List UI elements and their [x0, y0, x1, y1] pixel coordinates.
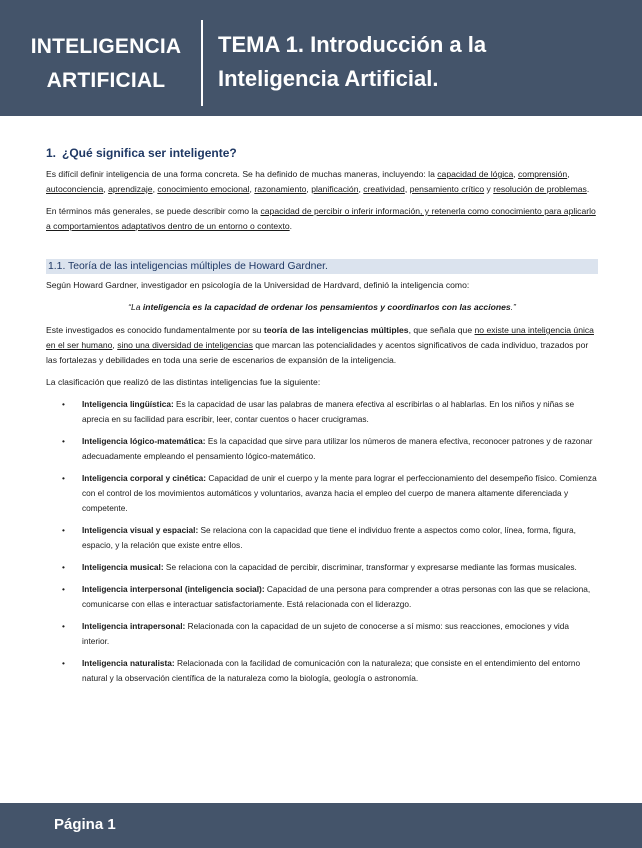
- intelligence-description: Relacionada con la capacidad de un sujeto de conocerse a sí mismo: sus reacciones, emociones y vida interior.: [82, 621, 569, 646]
- quote-emphasis: inteligencia es la capacidad de ordenar los pensamientos y coordinarlos con las acciones: [142, 302, 511, 312]
- intelligence-description: Capacidad de una persona para comprender a otras personas con las que se relaciona, comunicarse con ellas e interactuar satisfactoriamente. Está relacionada con el liderazgo.: [82, 584, 591, 609]
- bullet-icon: •: [62, 658, 65, 668]
- mi-theory-bold: teoría de las inteligencias múltiples: [263, 325, 409, 335]
- term-creativity: creatividad: [363, 184, 405, 194]
- gardner-quote: [46, 300, 598, 315]
- header-divider: [201, 20, 203, 106]
- gardner-intro: Según Howard Gardner, investigador en psicología de la Universidad de Hardvard, definió la inteligencia como:: [46, 280, 470, 290]
- general-definition-end: .: [289, 221, 293, 231]
- bullet-icon: •: [62, 562, 65, 572]
- term-self-awareness: autoconciencia: [46, 184, 104, 194]
- bullet-icon: •: [62, 621, 65, 631]
- separator: ,: [567, 169, 570, 179]
- topic-title-line1: TEMA 1. Introducción a la: [218, 32, 487, 57]
- section-1-number: 1.: [46, 146, 57, 160]
- list-item: [46, 656, 598, 686]
- mi-text-a: Este investigados es conocido fundamentalmente por su: [46, 325, 264, 335]
- topic-title-line2: Inteligencia Artificial.: [218, 66, 439, 91]
- separator: ,: [306, 184, 312, 194]
- mi-emphasis-1: no existe una inteligencia única en el ser humano: [46, 325, 594, 350]
- bullet-icon: •: [62, 473, 65, 483]
- intelligence-name: Inteligencia naturalista:: [82, 658, 175, 668]
- list-item: [46, 434, 598, 464]
- section-1-1-heading: 1.1. Teoría de las inteligencias múltiples de Howard Gardner.: [46, 259, 598, 274]
- term-emotional-knowledge: conocimiento emocional: [157, 184, 250, 194]
- intelligence-description: Se relaciona con la capacidad de percibir, discriminar, transformar y expresarse mediante las formas musicales.: [163, 562, 577, 572]
- intelligence-description: Es la capacidad de usar las palabras de manera efectiva al escribirlas o al hablarlas. En los niños y niñas se aprecia en su facilidad para escribir, leer, contar cuentos o hacer crucigramas.: [82, 399, 575, 424]
- separator: ,: [513, 169, 518, 179]
- bullet-icon: •: [62, 584, 65, 594]
- general-definition-emphasis: capacidad de percibir o inferir información, y retenerla como conocimiento para aplicarlo a comportamientos adaptativos dentro de un entorno o contexto: [46, 206, 596, 231]
- course-title-line1: INTELIGENCIA: [30, 35, 182, 58]
- section-spacer: [46, 241, 598, 259]
- intelligence-name: Inteligencia lingüística:: [82, 399, 174, 409]
- section-1-title: ¿Qué significa ser inteligente?: [62, 146, 237, 160]
- intelligence-name: Inteligencia visual y espacial:: [82, 525, 199, 535]
- definition-paragraph: [46, 167, 598, 197]
- intelligence-description: Relacionada con la facilidad de comunicación con la naturaleza; que consiste en el entendimiento del entorno natural y la observación científica de la naturaleza como la biología, geología o astronomía.: [82, 658, 581, 683]
- classification-intro: La clasificación que realizó de las distintas inteligencias fue la siguiente:: [46, 377, 321, 387]
- intelligence-name: Inteligencia interpersonal (inteligencia social):: [82, 584, 265, 594]
- document-body: [46, 146, 598, 693]
- quote-open: “La: [128, 302, 143, 312]
- definition-text: Es difícil definir inteligencia de una forma concreta. Se ha definido de muchas maneras, incluyendo: la: [46, 169, 438, 179]
- term-comprehension: comprensión: [518, 169, 568, 179]
- separator: ,: [103, 184, 109, 194]
- separator: y: [484, 184, 494, 194]
- list-item: [46, 560, 598, 575]
- intelligences-list: [46, 397, 598, 686]
- term-learning: aprendizaje: [108, 184, 153, 194]
- topic-title: [218, 28, 628, 96]
- term-planning: planificación: [311, 184, 359, 194]
- quote-close: .”: [510, 302, 516, 312]
- term-problem-solving: resolución de problemas: [493, 184, 587, 194]
- list-item: [46, 471, 598, 516]
- list-item: [46, 523, 598, 553]
- course-title: [22, 30, 190, 98]
- intelligence-name: Inteligencia corporal y cinética:: [82, 473, 207, 483]
- definition-end: .: [586, 184, 590, 194]
- general-definition-text: En términos más generales, se puede describir como la: [46, 206, 261, 216]
- bullet-icon: •: [62, 525, 65, 535]
- list-item: [46, 582, 598, 612]
- bullet-icon: •: [62, 436, 65, 446]
- term-critical-thinking: pensamiento crítico: [409, 184, 485, 194]
- general-definition-paragraph: [46, 204, 598, 234]
- term-reasoning: razonamiento: [254, 184, 307, 194]
- bullet-icon: •: [62, 399, 65, 409]
- mi-text-d: que marcan las potencialidades y acentos significativos de cada individuo, trazados por las fortalezas y debilidades en toda una serie de escenarios de expansión de la inteligencia.: [46, 340, 589, 365]
- term-logic: capacidad de lógica: [437, 169, 514, 179]
- intelligence-name: Inteligencia intrapersonal:: [82, 621, 186, 631]
- intelligence-description: Se relaciona con la capacidad que tiene el individuo frente a aspectos como color, línea, forma, figura, espacio, y la relación que existe entre ellos.: [82, 525, 576, 550]
- mi-text-b: , que señala que: [408, 325, 475, 335]
- intelligence-name: Inteligencia lógico-matemática:: [82, 436, 206, 446]
- multiple-intelligences-paragraph: [46, 323, 598, 368]
- intelligence-description: Capacidad de unir el cuerpo y la mente para lograr el perfeccionamiento del desempeño físico. Comienza con el control de los movimientos automáticos y voluntarios, avanza hacia el empleo del cuerpo de manera altamente diferenciada y competente.: [82, 473, 597, 513]
- list-item: [46, 397, 598, 427]
- mi-text-c: ,: [112, 340, 118, 350]
- page-number: Página 1: [54, 816, 116, 833]
- separator: ,: [249, 184, 255, 194]
- page-footer: [0, 803, 642, 848]
- list-item: [46, 619, 598, 649]
- intelligence-description: Es la capacidad que sirve para utilizar los números de manera efectiva, reconocer patrones y de razonar adecuadamente empleando el pensamiento lógico-matemático.: [82, 436, 593, 461]
- course-title-line2: ARTIFICIAL: [46, 69, 166, 92]
- section-1-heading: [46, 146, 598, 161]
- separator: ,: [152, 184, 158, 194]
- intelligence-name: Inteligencia musical:: [82, 562, 164, 572]
- separator: ,: [358, 184, 364, 194]
- mi-emphasis-2: sino una diversidad de inteligencias: [117, 340, 253, 350]
- page-header: [0, 0, 642, 116]
- separator: ,: [404, 184, 410, 194]
